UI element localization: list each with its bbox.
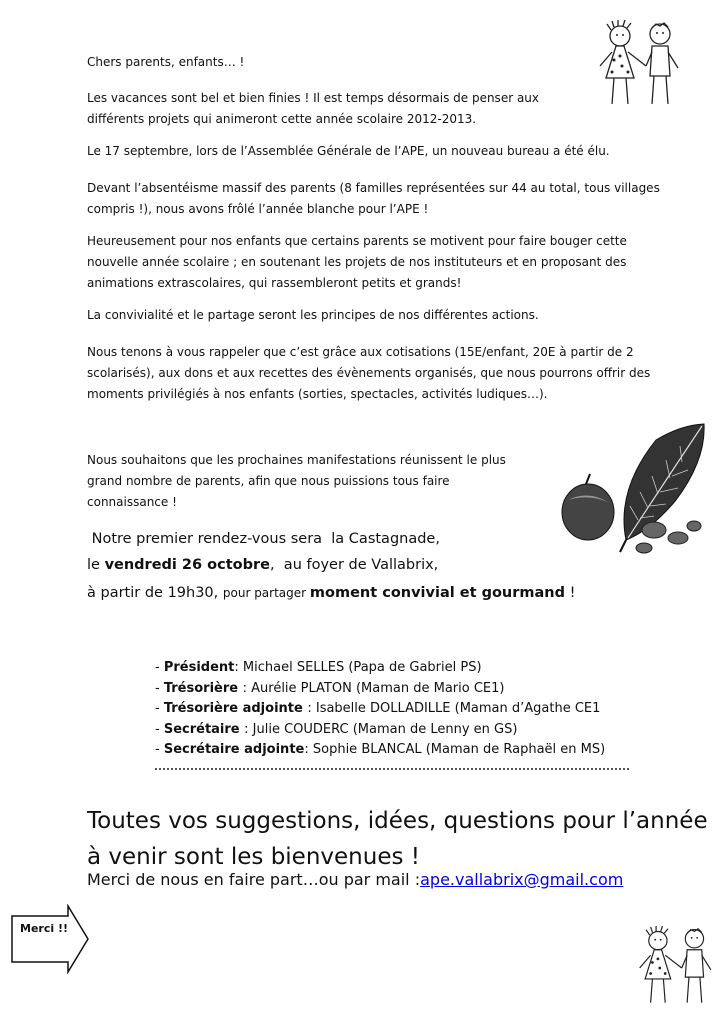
event-date: vendredi 26 octobre [104, 557, 270, 573]
paragraph-line: compris !), nous avons frôlé l’année blanche pour l’APE ! [87, 202, 429, 216]
event-text: Notre premier rendez-vous sera [87, 531, 332, 547]
paragraph-cotisations [87, 342, 650, 405]
bureau-sep: : [234, 660, 243, 675]
bureau-sep: : [244, 721, 253, 737]
dotted-divider [155, 766, 629, 770]
greeting: Chers parents, enfants… ! [87, 55, 245, 69]
paragraph-souhaitons [87, 450, 506, 513]
bureau-item: - Secrétaire adjointe: Sophie BLANCAL (Maman de Raphaël en MS) [155, 742, 606, 757]
bureau-member: Sophie BLANCAL (Maman de Raphaël en MS) [312, 742, 606, 757]
event-time: à partir de 19h30, [87, 585, 223, 601]
bureau-sep: : [242, 680, 252, 696]
paragraph-line: différents projets qui animeront cette année scolaire 2012-2013. [87, 112, 477, 126]
paragraph-assemblee: Le 17 septembre, lors de l’Assemblée Générale de l’APE, un nouveau bureau a été élu. [87, 144, 610, 158]
paragraph-vacances [87, 88, 539, 130]
paragraph-line: connaissance ! [87, 495, 177, 509]
bureau-item: - Président: Michael SELLES (Papa de Gabriel PS) [155, 660, 482, 675]
paragraph-line: nouvelle année scolaire ; en soutenant les projets de nos instituteurs et en proposant des [87, 255, 627, 269]
paragraph-absenteisme [87, 178, 660, 220]
headline [87, 803, 708, 875]
event-line-2 [87, 552, 438, 578]
event-place: , au foyer de Vallabrix, [269, 557, 439, 573]
mail-link[interactable]: ape.vallabrix@gmail.com [420, 870, 624, 889]
bureau-member: Aurélie PLATON (Maman de Mario CE1) [251, 680, 505, 696]
event-line-3 [87, 580, 575, 606]
paragraph-line: animations extrascolaires, qui rassembleront petits et grands! [87, 276, 462, 290]
chestnut-leaf-icon [556, 420, 716, 560]
bureau-item: - Trésorière : Aurélie PLATON (Maman de Mario CE1) [155, 680, 505, 696]
bureau-role: Trésorière [163, 680, 243, 696]
event-text: ! [564, 585, 576, 601]
bureau-item: - Secrétaire : Julie COUDERC (Maman de Lenny en GS) [155, 721, 518, 737]
paragraph-line: Les vacances sont bel et bien finies ! Il est temps désormais de penser aux [87, 91, 540, 105]
paragraph-convivialite: La convivialité et le partage seront les principes de nos différentes actions. [87, 308, 539, 322]
kids-illustration-icon [636, 924, 720, 1012]
kids-illustration-icon [596, 20, 688, 112]
paragraph-heureusement [87, 231, 627, 294]
paragraph-line: Nous tenons à vous rappeler que c’est grâce aux cotisations (15E/enfant, 20E à partir de 2 [87, 345, 634, 359]
bureau-sep: : [304, 742, 313, 757]
mail-line [87, 869, 623, 891]
paragraph-line: Devant l’absentéisme massif des parents (8 familles représentées sur 44 au total, tous villages [87, 181, 660, 195]
bureau-member: Julie COUDERC (Maman de Lenny en GS) [252, 721, 518, 737]
event-highlight: moment convivial et gourmand [309, 585, 565, 601]
bureau-sep: : [307, 701, 316, 716]
bureau-member: Isabelle DOLLADILLE (Maman d’Agathe CE1 [315, 701, 601, 716]
bureau-item: - Trésorière adjointe : Isabelle DOLLADILLE (Maman d’Agathe CE1 [155, 701, 601, 716]
headline-line: Toutes vos suggestions, idées, questions pour l’année [87, 808, 708, 834]
merci-label: Merci !! [20, 922, 68, 935]
bureau-role: Trésorière adjointe [163, 701, 308, 716]
event-line-1 [87, 526, 440, 552]
bureau-role: Président [163, 660, 235, 675]
bureau-member: Michael SELLES (Papa de Gabriel PS) [242, 660, 482, 675]
headline-line: à venir sont les bienvenues ! [87, 844, 420, 870]
paragraph-line: Nous souhaitons que les prochaines manifestations réunissent le plus [87, 453, 506, 467]
event-text: pour partager [222, 586, 310, 600]
event-text: le [87, 557, 105, 573]
paragraph-line: moments privilégiés à nos enfants (sorties, spectacles, activités ludiques…). [87, 387, 548, 401]
paragraph-line: grand nombre de parents, afin que nous puissions tous faire [87, 474, 450, 488]
paragraph-line: scolarisés), aux dons et aux recettes des évènements organisés, que nous pourrons offrir des [87, 366, 651, 380]
bureau-role: Secrétaire adjointe [163, 742, 305, 757]
arrow-right-icon [10, 904, 90, 974]
bureau-list [155, 658, 605, 761]
bureau-role: Secrétaire [163, 721, 245, 737]
paragraph-line: Heureusement pour nos enfants que certains parents se motivent pour faire bouger cette [87, 234, 627, 248]
mail-prefix: Merci de nous en faire part…ou par mail : [87, 870, 421, 889]
event-name: la Castagnade, [331, 531, 440, 547]
